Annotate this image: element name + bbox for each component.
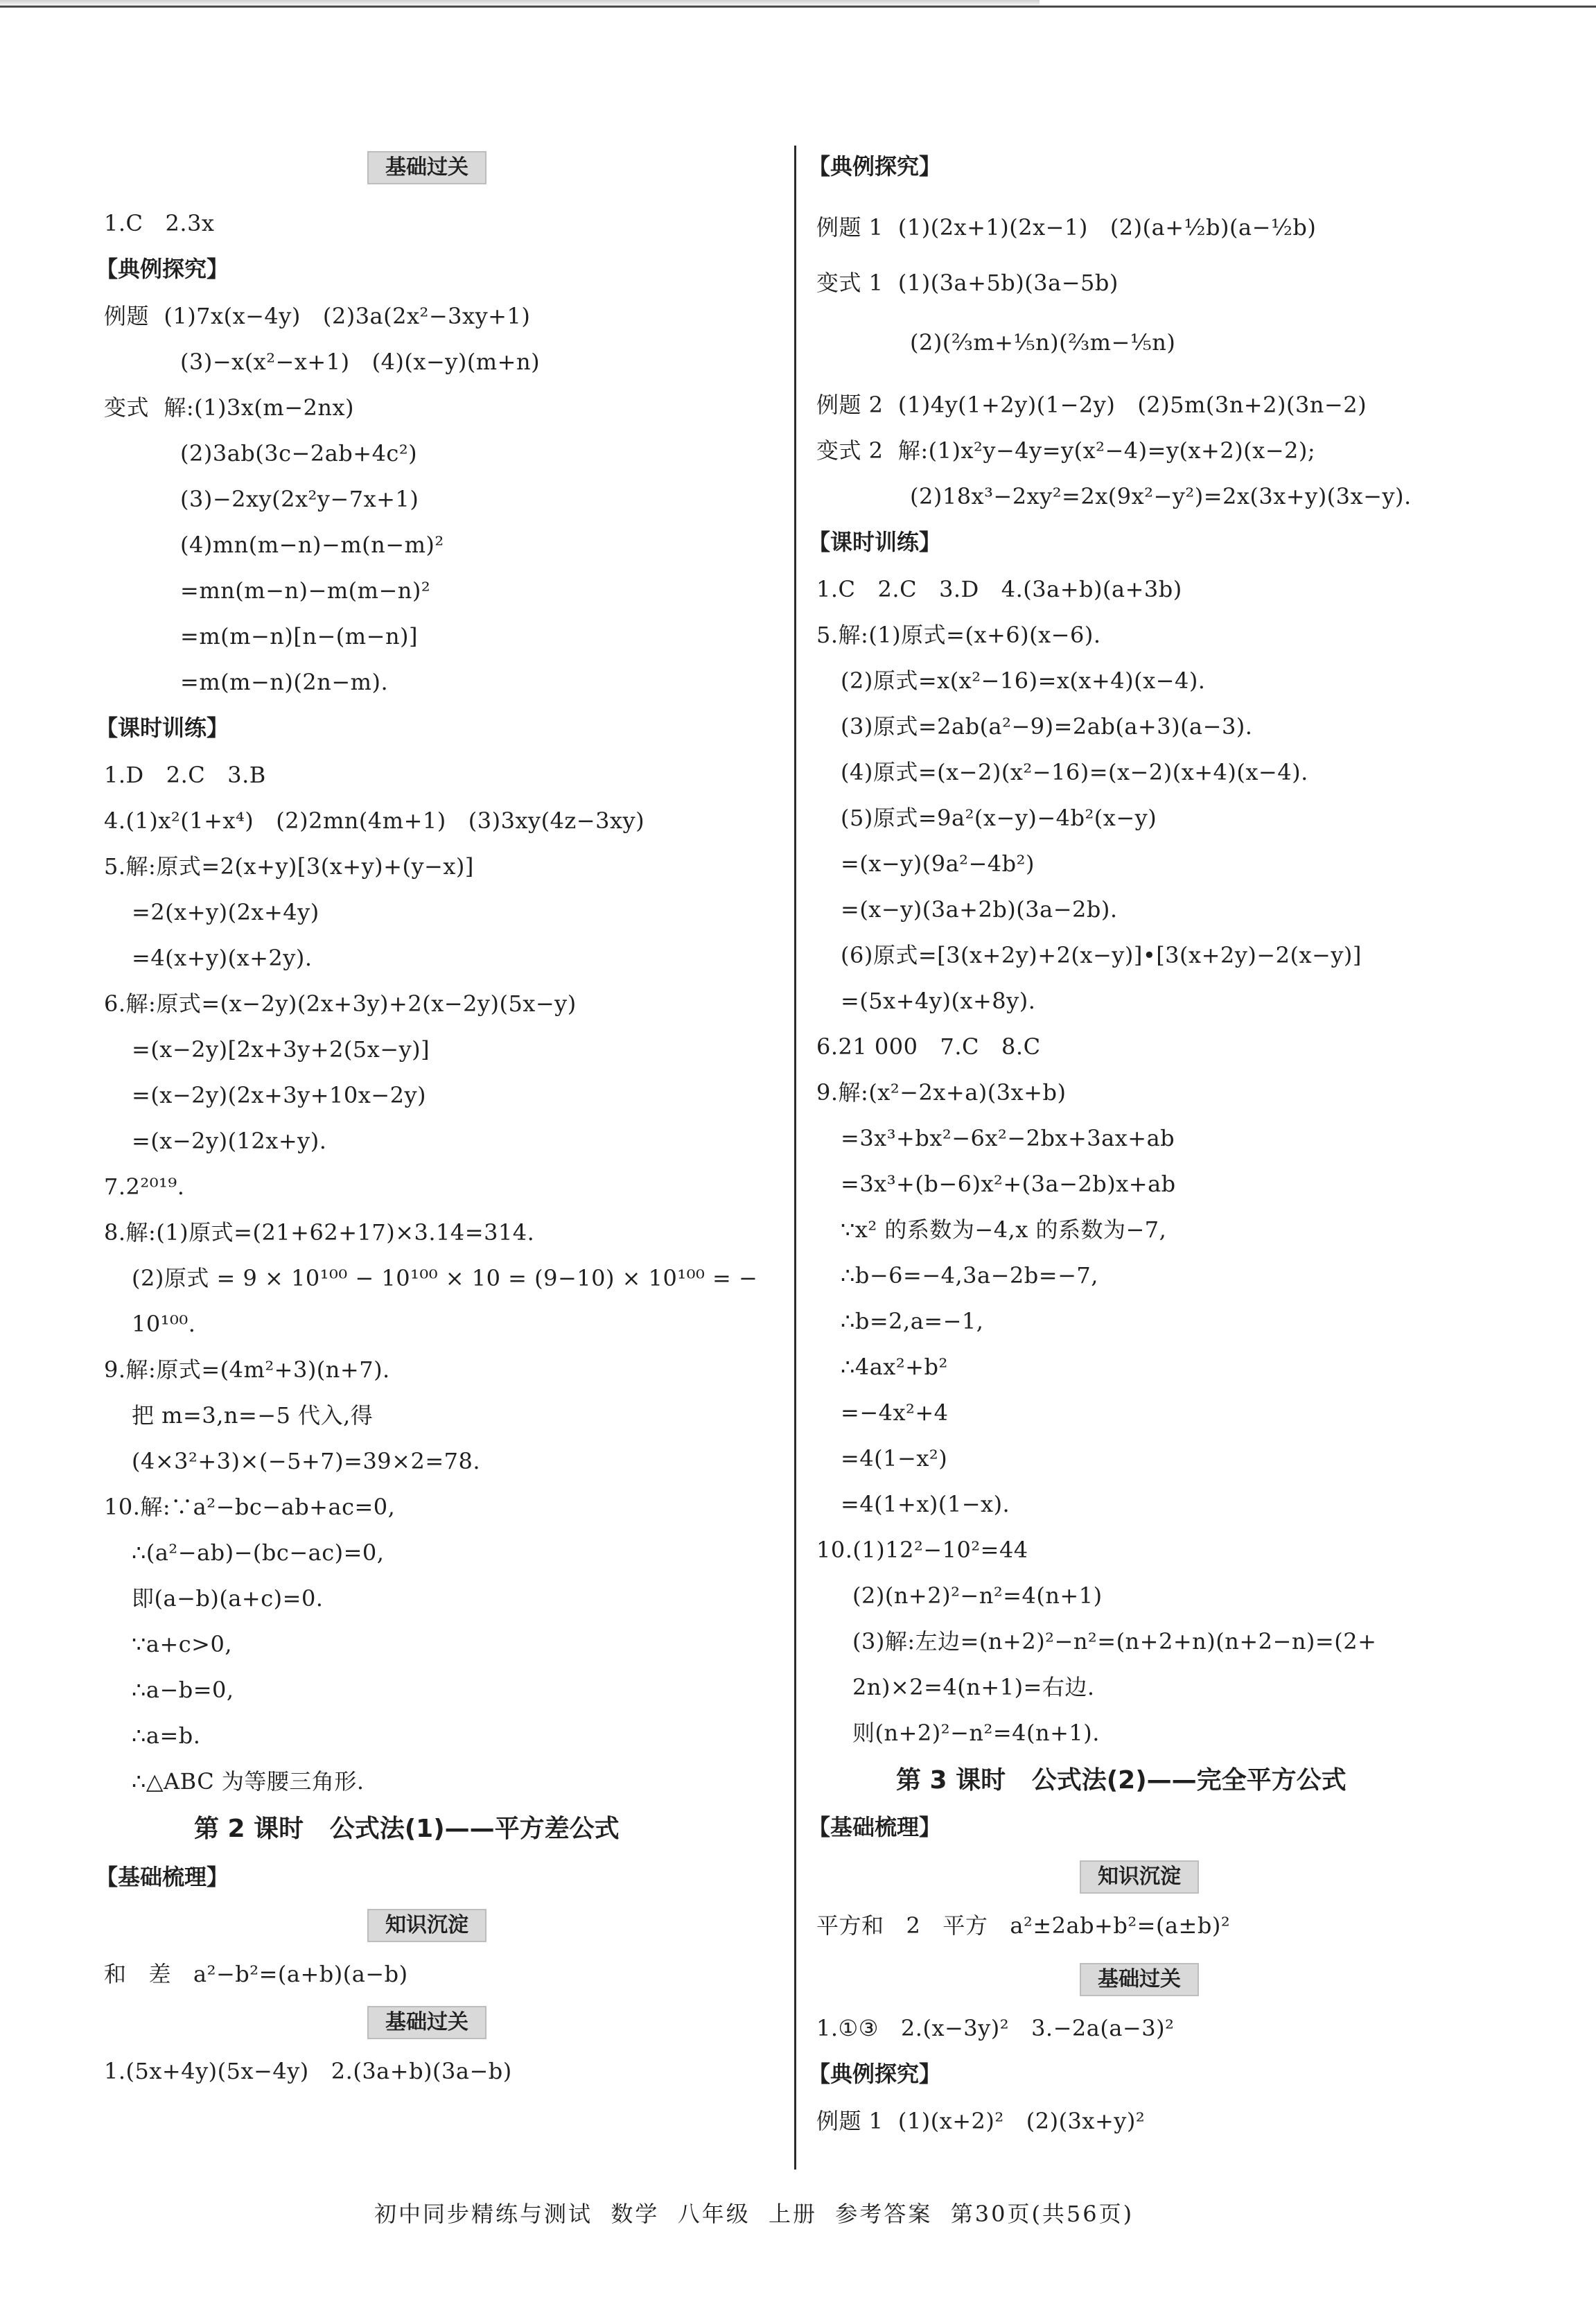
answer-line: =(x−2y)(12x+y). — [132, 1128, 327, 1154]
answer-line: ∵x² 的系数为−4,x 的系数为−7, — [841, 1216, 1167, 1243]
answer-line: (3)原式=2ab(a²−9)=2ab(a+3)(a−3). — [841, 713, 1253, 740]
answer-line: ∴4ax²+b² — [841, 1354, 948, 1380]
answer-line: =m(m−n)(2n−m). — [180, 669, 389, 695]
answer-line: ∴(a²−ab)−(bc−ac)=0, — [132, 1539, 385, 1566]
section-box-jichu-guoguan: 基础过关 — [1080, 1963, 1199, 1996]
section-box-zhishi-chendian: 知识沉淀 — [1080, 1860, 1199, 1894]
answer-line: =(5x+4y)(x+8y). — [841, 988, 1036, 1014]
answer-line: 10.解:∵a²−bc−ab+ac=0, — [104, 1494, 396, 1520]
answer-line: 和 差 a²−b²=(a+b)(a−b) — [104, 1961, 408, 1987]
answer-line: 变式 1 (1)(3a+5b)(3a−5b) — [816, 270, 1119, 296]
answer-line: ∴△ABC 为等腰三角形. — [132, 1768, 365, 1795]
answer-line: (2)18x³−2xy²=2x(9x²−y²)=2x(3x+y)(3x−y). — [910, 483, 1412, 509]
answer-line: 把 m=3,n=−5 代入,得 — [132, 1402, 374, 1429]
answer-line: 例题 (1)7x(x−4y) (2)3a(2x²−3xy+1) — [104, 303, 531, 329]
page-footer: 初中同步精练与测试 数学 八年级 上册 参考答案 第30页(共56页) — [374, 2201, 1134, 2227]
answer-line: 5.解:原式=2(x+y)[3(x+y)+(y−x)] — [104, 853, 474, 880]
answer-line: 平方和 2 平方 a²±2ab+b²=(a±b)² — [816, 1912, 1231, 1939]
answer-line: 例题 1 (1)(x+2)² (2)(3x+y)² — [816, 2108, 1146, 2134]
answer-line: 例题 1 (1)(2x+1)(2x−1) (2)(a+½b)(a−½b) — [816, 214, 1317, 241]
answer-line: (2)(⅔m+⅕n)(⅔m−⅕n) — [910, 329, 1176, 356]
answer-line: =4(1+x)(1−x). — [841, 1491, 1010, 1517]
answer-line: (2)3ab(3c−2ab+4c²) — [180, 440, 418, 466]
column-divider — [794, 146, 796, 2170]
answer-line: 1.D 2.C 3.B — [104, 762, 266, 788]
section-box-jichu-guoguan: 基础过关 — [367, 2006, 486, 2039]
answer-line: (2)原式 = 9 × 10¹⁰⁰ − 10¹⁰⁰ × 10 = (9−10) × 10¹⁰⁰ = − — [132, 1265, 758, 1291]
section-tag-dianli: 【典例探究】 — [96, 256, 229, 282]
answer-line: 7.2²⁰¹⁹. — [104, 1173, 185, 1200]
section-tag-keshi: 【课时训练】 — [808, 529, 942, 555]
answer-line: ∴a−b=0, — [132, 1677, 234, 1703]
answer-line: (2)(n+2)²−n²=4(n+1) — [852, 1582, 1103, 1609]
answer-line: ∴b−6=−4,3a−2b=−7, — [841, 1262, 1098, 1289]
top-rule — [0, 6, 1596, 8]
answer-line: =−4x²+4 — [841, 1399, 949, 1426]
answer-line: 1.①③ 2.(x−3y)² 3.−2a(a−3)² — [816, 2015, 1175, 2041]
answer-line: =m(m−n)[n−(m−n)] — [180, 623, 419, 649]
answer-line: (6)原式=[3(x+2y)+2(x−y)]•[3(x+2y)−2(x−y)] — [841, 942, 1362, 968]
answer-line: 9.解:原式=(4m²+3)(n+7). — [104, 1356, 390, 1383]
answer-line: 10¹⁰⁰. — [132, 1311, 196, 1337]
section-box-jichu-guoguan: 基础过关 — [367, 151, 486, 184]
answer-line: ∵a+c>0, — [132, 1631, 233, 1657]
answer-line: 8.解:(1)原式=(21+62+17)×3.14=314. — [104, 1219, 535, 1246]
answer-line: 变式 解:(1)3x(m−2nx) — [104, 394, 355, 421]
section-tag-jichu-shuli: 【基础梳理】 — [808, 1814, 942, 1840]
answer-line: (5)原式=9a²(x−y)−4b²(x−y) — [841, 805, 1157, 831]
answer-line: 6.解:原式=(x−2y)(2x+3y)+2(x−2y)(5x−y) — [104, 990, 577, 1017]
answer-line: =3x³+bx²−6x²−2bx+3ax+ab — [841, 1125, 1175, 1151]
answer-line: (3)−x(x²−x+1) (4)(x−y)(m+n) — [180, 349, 541, 375]
answer-line: =(x−y)(9a²−4b²) — [841, 850, 1035, 877]
answer-line: ∴b=2,a=−1, — [841, 1308, 984, 1334]
answer-line: 1.C 2.3x — [104, 210, 215, 236]
answer-line: 即(a−b)(a+c)=0. — [132, 1585, 324, 1612]
answer-line: =mn(m−n)−m(m−n)² — [180, 577, 431, 604]
section-tag-jichu-shuli: 【基础梳理】 — [96, 1864, 229, 1890]
section-box-zhishi-chendian: 知识沉淀 — [367, 1909, 486, 1942]
answer-line: 5.解:(1)原式=(x+6)(x−6). — [816, 622, 1101, 648]
answer-line: =4(x+y)(x+2y). — [132, 945, 313, 971]
answer-line: =3x³+(b−6)x²+(3a−2b)x+ab — [841, 1171, 1176, 1197]
answer-line: =(x−2y)(2x+3y+10x−2y) — [132, 1082, 427, 1108]
answer-line: 10.(1)12²−10²=44 — [816, 1537, 1028, 1563]
answer-line: (3)解:左边=(n+2)²−n²=(n+2+n)(n+2−n)=(2+ — [852, 1628, 1377, 1655]
answer-line: 6.21 000 7.C 8.C — [816, 1033, 1041, 1060]
answer-line: 变式 2 解:(1)x²y−4y=y(x²−4)=y(x+2)(x−2); — [816, 437, 1316, 464]
answer-line: =4(1−x²) — [841, 1445, 948, 1472]
answer-line: ∴a=b. — [132, 1722, 201, 1749]
answer-line: =2(x+y)(2x+4y) — [132, 899, 319, 925]
answer-line: (4)mn(m−n)−m(n−m)² — [180, 532, 444, 558]
answer-line: 1.(5x+4y)(5x−4y) 2.(3a+b)(3a−b) — [104, 2058, 512, 2084]
answer-line: (4×3²+3)×(−5+7)=39×2=78. — [132, 1448, 481, 1474]
lesson-heading: 第 3 课时 公式法(2)——完全平方公式 — [896, 1766, 1347, 1795]
section-tag-dianli: 【典例探究】 — [808, 2061, 942, 2087]
answer-line: (4)原式=(x−2)(x²−16)=(x−2)(x+4)(x−4). — [841, 759, 1308, 785]
answer-line: (2)原式=x(x²−16)=x(x+4)(x−4). — [841, 667, 1206, 694]
answer-line: (3)−2xy(2x²y−7x+1) — [180, 486, 419, 512]
section-tag-dianli: 【典例探究】 — [808, 153, 942, 180]
answer-line: =(x−2y)[2x+3y+2(5x−y)] — [132, 1036, 430, 1063]
section-tag-keshi: 【课时训练】 — [96, 715, 229, 741]
lesson-heading: 第 2 课时 公式法(1)——平方差公式 — [194, 1815, 620, 1843]
answer-line: 4.(1)x²(1+x⁴) (2)2mn(4m+1) (3)3xy(4z−3xy) — [104, 808, 645, 834]
answer-line: 例题 2 (1)4y(1+2y)(1−2y) (2)5m(3n+2)(3n−2) — [816, 392, 1367, 418]
answer-line: =(x−y)(3a+2b)(3a−2b). — [841, 896, 1118, 923]
answer-line: 9.解:(x²−2x+a)(3x+b) — [816, 1079, 1067, 1106]
answer-line: 2n)×2=4(n+1)=右边. — [852, 1674, 1095, 1700]
answer-line: 则(n+2)²−n²=4(n+1). — [852, 1720, 1100, 1746]
answer-line: 1.C 2.C 3.D 4.(3a+b)(a+3b) — [816, 576, 1182, 602]
